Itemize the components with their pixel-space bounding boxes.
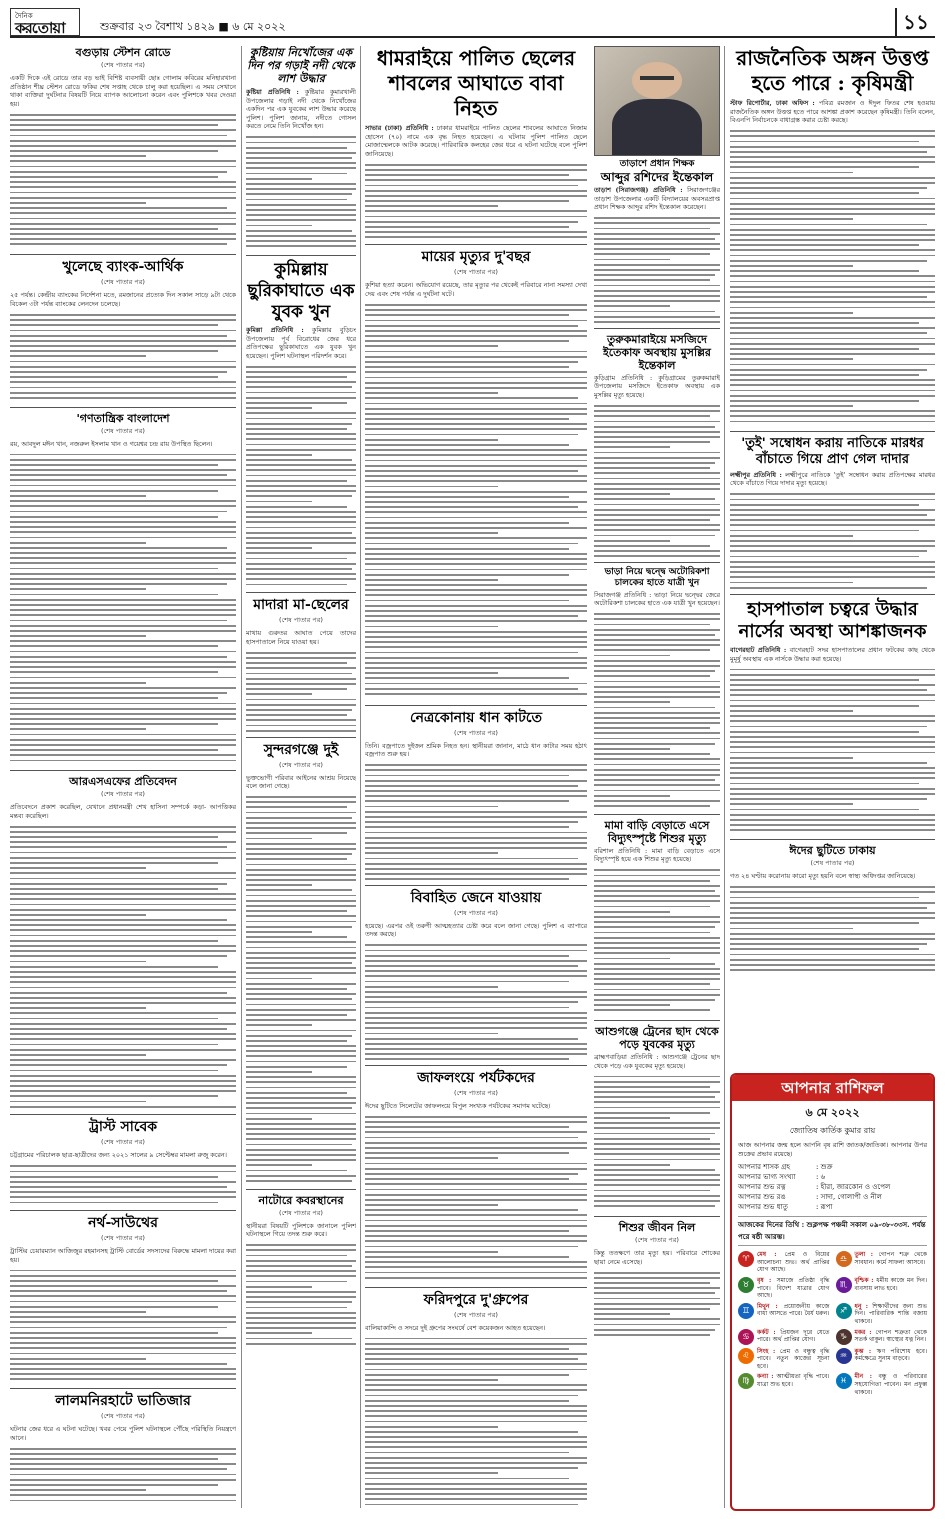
article-body: হয়েছে। এরপর ওই তরুণী আত্মহত্যার চেষ্টা করে বলে জানা গেছে। পুলিশ এ ব্যাপারে তদন্ত করছে। — [365, 921, 587, 939]
zodiac-forecast: বৃশ্চিক : ধর্মীয় কাজে মন দিন। ব্যবসায় লাভ হবে। — [854, 1276, 927, 1292]
zodiac-sign-entry — [738, 1348, 830, 1371]
article-body-lines — [10, 822, 236, 1110]
lead-article-body: সাভার (ঢাকা) প্রতিনিধি : ঢাকার ধামরাইয়ে পালিত ছেলের শাবলের আঘাতে নিজাম হোসেন (৭০) নামে এক বৃদ্ধ নিহত হয়েছেন। এ ঘটনায় পুলিশ পালিত ছেলে মোজাম্মেলকে আটক করেছে। পারিবারিক কলহের জের ধরে এ ঘটনা ঘটেছে বলে পুলিশ জানিয়েছে। — [365, 124, 587, 158]
zodiac-name: বৃষ : — [757, 1276, 777, 1284]
headline: খুলেছে ব্যাংক-আর্থিক — [62, 259, 184, 276]
horoscope-fact-row — [738, 1172, 927, 1182]
article-body: গত ২৪ ঘণ্টায় করোনায় কারো মৃত্যু হয়নি বলে স্বাস্থ্য অধিদপ্তর জানিয়েছে। — [730, 872, 916, 881]
article-body: কিন্তু ততক্ষণে তার মৃত্যু হয়। পরিবারে শোকের ছায়া নেমে এসেছে। — [594, 1249, 720, 1266]
zodiac-icon: ♓ — [836, 1373, 852, 1389]
continued-label: (শেষ পাতার পর) — [101, 61, 145, 69]
article-body-lines — [365, 301, 587, 701]
zodiac-icon: ♒ — [836, 1348, 852, 1364]
logo-wordmark: করতোয়া — [15, 19, 65, 37]
zodiac-icon: ♋ — [738, 1329, 754, 1345]
horoscope-fact-row — [738, 1162, 927, 1172]
zodiac-icon: ♈ — [738, 1251, 754, 1267]
article-body: মাথায় গুরুতর আঘাত পেয়ে তাদের হাসপাতালে নিয়ে যাওয়া হয়। — [246, 629, 356, 646]
article-body: কুষ্টিয়া প্রতিনিধি : কুষ্টিয়ার কুমারখালী উপজেলার গড়াই নদী থেকে নিখোঁজের একদিন পর এক যুবকের লাশ উদ্ধার করেছে পুলিশ। পুলিশ জানায়, নদীতে গোসল করতে নেমে তিনি নিখোঁজ হন। — [246, 88, 356, 131]
continued-label: (শেষ পাতার পর) — [101, 1412, 145, 1421]
article-body-lines — [730, 665, 935, 835]
zodiac-name: মকর : — [854, 1328, 876, 1336]
horoscope-fact-key: আপনার শুভ রত্ন — [738, 1183, 786, 1192]
horoscope-fact-value: : শুক্র — [816, 1163, 833, 1172]
continued-label: (শেষ পাতার পর) — [454, 728, 498, 737]
lead-headline: ধামরাইয়ে পালিত ছেলের শাবলের আঘাতে বাবা নিহত — [376, 46, 576, 120]
column-2 — [246, 46, 356, 1508]
article-body-lines — [365, 160, 587, 240]
article-body-lines — [246, 649, 356, 733]
zodiac-forecast: কর্কট : প্রিয়জন দূরে যেতে পারে। অর্থ প্রাপ্তির যোগ। — [757, 1328, 830, 1344]
article-body: ট্রাস্টির চেয়ারম্যান আজিজুর রহমানসহ ট্রাস্টি বোর্ডের সদস্যদের বিরুদ্ধে মামলা দায়ের করা হয়। — [10, 1246, 236, 1264]
horoscope-fact-value: : ৬ — [816, 1173, 826, 1182]
zodiac-forecast: ধনু : শিক্ষার্থীদের জন্য শুভ দিন। পারিবারিক শান্তি বজায় থাকবে। — [854, 1302, 927, 1325]
article-body-lines — [730, 883, 935, 973]
article-body: বালিয়াকান্দি ও সদরে দুই গ্রুপের সংঘর্ষে বেশ কয়েকজন আহত হয়েছেন। — [365, 1323, 546, 1332]
horoscope-fact-value: : রূপা — [816, 1203, 833, 1212]
zodiac-sign-grid — [732, 1248, 933, 1399]
zodiac-forecast: মেষ : প্রেম ও বিয়ের আলোচনা শুভ। অর্থ প্রাপ্তির যোগ আছে। — [757, 1251, 830, 1274]
page-number: ১১ — [895, 8, 935, 36]
article-body: ব্রাহ্মণবাড়িয়া প্রতিনিধি : আশুগঞ্জে ট্রেনের ছাদ থেকে পড়ে এক যুবকের মৃত্যু হয়েছে। — [594, 1052, 720, 1070]
horoscope-fact-value: : সাদা, গোলাপী ও নীল — [816, 1193, 882, 1202]
headline: ভাড়া নিয়ে দ্বন্দ্বে অটোরিকশা চালকের হাতে যাত্রী খুন — [604, 566, 710, 588]
headline: বিবাহিত জেনে যাওয়ায় — [410, 889, 542, 906]
article-body: কুমিল্লা প্রতিনিধি : কুমিল্লার বুড়িচং উপজেলায় পূর্ব বিরোধের জের ধরে প্রতিপক্ষের ছুরিকাঘাতে এক যুবক খুন হয়েছেন। পুলিশ ঘটনাস্থল পরিদর্শন করে। — [246, 325, 356, 360]
zodiac-forecast: কুম্ভ : ঋণ পরিশোধ হবে। কর্মক্ষেত্রে সুনাম বাড়বে। — [854, 1347, 927, 1363]
headline: ট্রাস্ট সাবেক — [88, 1119, 158, 1136]
continued-label: (শেষ পাতার পর) — [101, 790, 145, 799]
article-body: ঈদের ছুটিতে সিলেটের জাফলংয়ে বিপুল সংখ্যক পর্যটকের সমাগম ঘটেছে। — [365, 1101, 551, 1110]
zodiac-name: মিথুন : — [757, 1302, 784, 1310]
headline: মাদারা মা-ছেলের — [253, 597, 349, 614]
zodiac-forecast: মিথুন : প্রয়োজনীয় কাজে বাধা আসতে পারে। ধৈর্য ধরুন। — [757, 1302, 830, 1318]
article-body-lines — [730, 127, 935, 427]
article-body-lines — [730, 490, 935, 590]
zodiac-sign-entry — [738, 1373, 830, 1396]
headline: জাফলংয়ে পর্যটকদের — [417, 1069, 535, 1086]
column-3 — [365, 46, 587, 1508]
headline: মামা বাড়ি বেড়াতে এসে বিদ্যুৎস্পৃষ্টে শিশুর মৃত্যু — [604, 818, 710, 845]
horoscope-fact-row — [738, 1202, 927, 1212]
article-body: লক্ষ্মীপুর প্রতিনিধি : লক্ষ্মীপুরে নাতিকে 'তুই' সম্বোধন করায় প্রতিপক্ষের মারধর থেকে বাঁচাতে গিয়ে দাদার মৃত্যু হয়েছে। — [730, 470, 935, 488]
continued-label: (শেষ পাতার পর) — [635, 1236, 679, 1245]
article-body-lines — [10, 311, 236, 403]
column-divider — [360, 46, 361, 1508]
article-body-lines — [10, 1162, 236, 1206]
zodiac-icon: ♍ — [738, 1373, 754, 1389]
article-body-lines — [365, 1334, 587, 1508]
headline: নাটোরে কবরস্থানের — [258, 1193, 344, 1207]
zodiac-sign-entry — [738, 1329, 830, 1345]
article-body: তিনি। বজ্রপাতে দুইজন শ্রমিক নিহত হন। স্থানীয়রা জানান, মাঠে ধান কাটার সময় হঠাৎ বজ্রপাত শুরু হয়। — [365, 741, 587, 759]
article-body-lines — [10, 1444, 236, 1504]
headline: কুমিল্লায় ছুরিকাঘাতে এক যুবক খুন — [247, 259, 355, 322]
zodiac-sign-entry — [836, 1277, 928, 1300]
article-body-lines — [246, 1241, 356, 1345]
article-body-lines — [594, 1072, 720, 1212]
article-body-lines — [365, 941, 587, 1061]
zodiac-sign-entry — [738, 1303, 830, 1326]
zodiac-icon: ♐ — [836, 1303, 852, 1319]
horoscope-intro: আজ আপনার জন্ম হলে আপনি বৃষ রাশি জাতক/জাতিকা। আপনার উপর শুক্রের প্রভাব রয়েছে। — [738, 1141, 927, 1158]
horoscope-tithi: আজকের দিনের তিথি : শুক্লপক্ষ পঞ্চমী সকাল ০৯-৩৮-৩৩স. পর্যন্ত পরে ষষ্ঠী আরম্ভ। — [738, 1216, 927, 1246]
zodiac-forecast: সিংহ : প্রেম ও বন্ধুত্ব বৃদ্ধি পাবে। নতুন কাজের সূচনা হবে। — [757, 1347, 830, 1370]
zodiac-name: মীন : — [854, 1373, 879, 1381]
headline: 'গণতান্ত্রিক বাংলাদেশ — [76, 411, 170, 425]
horoscope-facts-table — [738, 1162, 927, 1212]
headline: সুন্দরগঞ্জে দুই — [263, 741, 339, 758]
zodiac-name: কর্কট : — [757, 1328, 781, 1336]
zodiac-name: ধনু : — [854, 1302, 873, 1310]
horoscope-author: জ্যোতিষ কার্তিক কুমার রায় — [789, 1126, 876, 1135]
headline: আশুগঞ্জে ট্রেনের ছাদ থেকে পড়ে যুবকের মৃত্যু — [595, 1024, 719, 1051]
article-body-lines — [246, 133, 356, 251]
logo-tagline: দৈনিক — [15, 12, 33, 20]
zodiac-icon: ♊ — [738, 1303, 754, 1319]
article-body: রয়, আবদুল মঈন খান, নজরুল ইসলাম খান ও গয়েশ্বর চন্দ্র রায় উপস্থিত ছিলেন। — [10, 439, 213, 448]
zodiac-name: কুম্ভ : — [854, 1347, 877, 1355]
continued-label: (শেষ পাতার পর) — [454, 268, 498, 277]
headline: তুরুকমারাইয়ে মসজিদে ইতেকাফ অবস্থায় মুসল্লির ইন্তেকাল — [603, 332, 711, 372]
zodiac-icon: ♑ — [836, 1329, 852, 1345]
article-body: বরিশাল প্রতিনিধি : মামা বাড়ি বেড়াতে এসে বিদ্যুৎস্পৃষ্ট হয়ে এক শিশুর মৃত্যু হয়েছে। — [594, 846, 720, 864]
zodiac-forecast: কন্যা : আত্মীয়তা বৃদ্ধি পাবে। যাত্রা শুভ হবে। — [757, 1373, 830, 1388]
article-body-lines — [594, 866, 720, 1016]
article-body: বাগেরহাট প্রতিনিধি : বাগেরহাট সদর হাসপাতালের প্রধান ফটকের কাছ থেকে মুমূর্ষু অবস্থায় এক নার্সকে উদ্ধার করা হয়েছে। — [730, 645, 935, 663]
headline: নর্থ-সাউথের — [88, 1214, 158, 1231]
zodiac-name: সিংহ : — [757, 1347, 780, 1355]
article-body: কুশিয়া হত্যা করেন। অভিযোগ রয়েছে, তার মৃত্যুর পর থেকেই পরিবারে নানা সমস্যা দেখা দেয় এবং শেষ পর্যন্ত এ দুর্ঘটনা ঘটে। — [365, 281, 587, 298]
continued-label: (শেষ পাতার পর) — [810, 859, 855, 868]
article-body-lines — [246, 362, 356, 588]
continued-label: (শেষ পাতার পর) — [101, 1138, 145, 1147]
zodiac-name: বৃশ্চিক : — [854, 1276, 877, 1284]
continued-label: (শেষ পাতার পর) — [454, 1310, 498, 1319]
horoscope-fact-key: আপনার শুভ ধাতু — [738, 1203, 788, 1212]
headline: ঈদের ছুটিতে ঢাকায় — [789, 844, 876, 858]
horoscope-fact-row — [738, 1182, 927, 1192]
article-body-lines — [246, 793, 356, 1185]
continued-label: (শেষ পাতার পর) — [101, 1233, 145, 1242]
article-body: কুড়িগ্রাম প্রতিনিধি : কুড়িগ্রামের তুরুকমারাই উপজেলায় মসজিদে ইতেকাফ অবস্থায় এক মুসল্লির মৃত্যু হয়েছে। — [594, 373, 720, 399]
zodiac-name: মেষ : — [757, 1251, 785, 1259]
article-body-lines — [365, 761, 587, 881]
zodiac-sign-entry — [738, 1251, 830, 1274]
headline: হাসপাতাল চত্বরে উদ্ধার নার্সের অবস্থা আশঙ্কাজনক — [738, 598, 927, 642]
zodiac-forecast: মকর : গোপন শত্রুতা থেকে সতর্ক থাকুন। স্বাস্থ্যের যত্ন নিন। — [854, 1328, 927, 1344]
article-body: ২৫ পর্যন্ত। কেন্দ্রীয় ব্যাংকের নির্দেশনা মতে, রমজানের প্রত্যেক দিন সকাল সাড়ে ৯টা থেকে বিকেল ৩টা পর্যন্ত ব্যাংকের লেনদেন চলেছে। — [10, 291, 236, 308]
article-body: স্থানীয়রা বিষয়টি পুলিশকে জানালে পুলিশ ঘটনাস্থলে গিয়ে তদন্ত শুরু করে। — [246, 1221, 356, 1239]
continued-label: (শেষ পাতার পর) — [279, 616, 323, 625]
masthead — [10, 8, 935, 38]
article-body-lines — [594, 402, 720, 558]
newspaper-logo — [10, 8, 80, 36]
article-body: প্রতিবেদনে প্রকাশ করেছিল, যেখানে প্রধানমন্ত্রী শেখ হাসিনা সম্পর্কে কড়া- আপত্তিকর মন্তব্য করেছিল। — [10, 803, 236, 820]
zodiac-forecast: মীন : বন্ধু ও পরিবারের সহযোগিতা পাবেন। মন প্রফুল্ল থাকবে। — [854, 1373, 927, 1396]
article-body-lines — [594, 610, 720, 810]
headline: নেত্রকোনায় ধান কাটতে — [409, 709, 543, 726]
continued-label: (শেষ পাতার পর) — [279, 760, 323, 769]
horoscope-fact-key: আপনার শাসক গ্রহ — [738, 1163, 791, 1172]
horoscope-fact-row — [738, 1192, 927, 1202]
zodiac-sign-entry — [836, 1303, 928, 1326]
zodiac-sign-entry — [836, 1373, 928, 1396]
horoscope-title: আপনার রাশিফল — [732, 1075, 933, 1101]
continued-label: (শেষ পাতার পর) — [454, 908, 498, 917]
headline: ফরিদপুরে দু'গ্রুপের — [423, 1291, 529, 1308]
headline: কুষ্টিয়ায় নিখোঁজের এক দিন পর গড়াই নদী থেকে লাশ উদ্ধার — [247, 46, 355, 85]
zodiac-icon: ♎ — [836, 1251, 852, 1267]
headline: আরএসএফের প্রতিবেদন — [69, 775, 177, 789]
article-body-lines — [594, 214, 720, 324]
article-body: একটি দিকে এই রোডে তার বড় ভাই বিশিষ্ট ব্যবসায়ী ছোঃ গোলাম কবিরের মনিহারখানা প্রতিষ্ঠান শীঘ্র স্টেশন রোডে ফকির শেষ সপ্তাহ থেকে চালু করা হয়েছিল। এ সময় সেখানে থাকা ব্যক্তিরা দুর্ঘটনার বিষয়টি নিয়ে ব্যাপক আলোচনা করেন এবং পুলিশকে খবর দেওয়া হয়। — [10, 74, 236, 108]
article-body-lines — [10, 1266, 236, 1384]
article-body: ভুক্তভোগী পরিবার আইনের আশ্রয় নিয়েছে বলে জানা গেছে। — [246, 773, 356, 791]
article-body-lines — [10, 450, 236, 766]
zodiac-icon: ♌ — [738, 1348, 754, 1364]
horoscope-fact-key: আপনার শুভ রঙ — [738, 1193, 786, 1202]
horoscope-date: ৬ মে ২০২২ — [805, 1106, 860, 1119]
zodiac-sign-entry — [738, 1277, 830, 1300]
horoscope-fact-key: আপনার ভাগ্য সংখ্যা — [738, 1173, 796, 1182]
dateline: শুক্রবার ২৩ বৈশাখ ১৪২৯ ■ ৬ মে ২০২২ — [100, 20, 286, 33]
headline: লালমনিরহাটে ভাতিজার — [55, 1393, 191, 1410]
continued-label: (শেষ পাতার পর) — [279, 1208, 323, 1217]
headline: মায়ের মৃত্যুর দু'বছর — [421, 249, 531, 266]
column-divider — [724, 46, 725, 1508]
column-divider — [241, 46, 242, 1508]
article-body: চট্টগ্রামের পরিচালক ছাত্র-ছাত্রীদের জন্য ২০২১ সালের ৯ সেপ্টেম্বর মামলা রুজু করেন। — [10, 1151, 227, 1160]
article-body-lines — [10, 110, 236, 250]
continued-label: (শেষ পাতার পর) — [101, 426, 145, 435]
article-body: তাড়াশ (সিরাজগঞ্জ) প্রতিনিধি : সিরাজগঞ্জের তাড়াশ উপজেলার একটি বিদ্যালয়ের অবসরপ্রাপ্ত প্রধান শিক্ষক আব্দুর রশিদ ইন্তেকাল করেছেন। — [594, 186, 720, 212]
column-1 — [10, 46, 236, 1508]
photo-caption-name: আব্দুর রশিদের ইন্তেকাল — [600, 170, 714, 184]
headline: 'তুই' সম্বোধন করায় নাতিকে মারধর বাঁচাতে গিয়ে প্রাণ গেল দাদার — [741, 435, 924, 467]
zodiac-name: তুলা : — [854, 1251, 879, 1259]
article-body-lines — [365, 1113, 587, 1283]
zodiac-forecast: বৃষ : সমাজে প্রতিষ্ঠা বৃদ্ধি পাবে। বিদেশ যাত্রার যোগ আছে। — [757, 1276, 830, 1300]
headline: রাজনৈতিক অঙ্গন উত্তপ্ত হতে পারে : কৃষিমন্ত্রী — [736, 46, 929, 95]
article-body: ঘটনার জের ধরে এ ঘটনা ঘটেছে। খবর পেয়ে পুলিশ ঘটনাস্থলে পৌঁছে পরিস্থিতি নিয়ন্ত্রণে আনে। — [10, 1425, 236, 1442]
article-body: স্টাফ রিপোর্টার, ঢাকা অফিস : পবিত্র রমজান ও ঈদুল ফিতর শেষ হওয়ায় রাজনৈতিক অঙ্গন উত্তপ্ত হতে পারে আশঙ্কা প্রকাশ করেছেন কৃষিমন্ত্রী। তিনি বলেন, বিএনপি নির্বাচনকে বাধাগ্রস্ত করার চেষ্টা করছে। — [730, 99, 935, 125]
column-4 — [594, 46, 720, 1508]
photo-caption-label: তাড়াশে প্রধান শিক্ষক — [619, 159, 695, 169]
zodiac-sign-entry — [836, 1251, 928, 1274]
zodiac-forecast: তুলা : গোপন শত্রু থেকে সাবধান। কর্মে সাফল্য আসবে। — [854, 1251, 928, 1266]
zodiac-sign-entry — [836, 1329, 928, 1345]
continued-label: (শেষ পাতার পর) — [454, 1088, 498, 1097]
zodiac-sign-entry — [836, 1348, 928, 1371]
column-5 — [730, 46, 935, 1068]
headline: বগুড়ায় স্টেশন রোডে — [75, 46, 171, 59]
continued-label: (শেষ পাতার পর) — [101, 278, 145, 287]
article-body: সিরাজগঞ্জ প্রতিনিধি : ভাড়া নিয়ে দ্বন্দ্বের জেরে অটোরিকশা চালকের হাতে এক যাত্রী খুন হয়েছেন। — [594, 590, 720, 608]
horoscope-fact-value: : হীরা, জারকোন ও ওপেল — [816, 1183, 891, 1192]
article-body-lines — [594, 1268, 720, 1338]
zodiac-icon: ♉ — [738, 1277, 754, 1293]
portrait-photo — [594, 46, 720, 156]
zodiac-icon: ♏ — [836, 1277, 852, 1293]
zodiac-name: কন্যা : — [757, 1373, 777, 1381]
horoscope-box — [730, 1073, 935, 1511]
headline: শিশুর জীবন নিল — [618, 1221, 696, 1235]
